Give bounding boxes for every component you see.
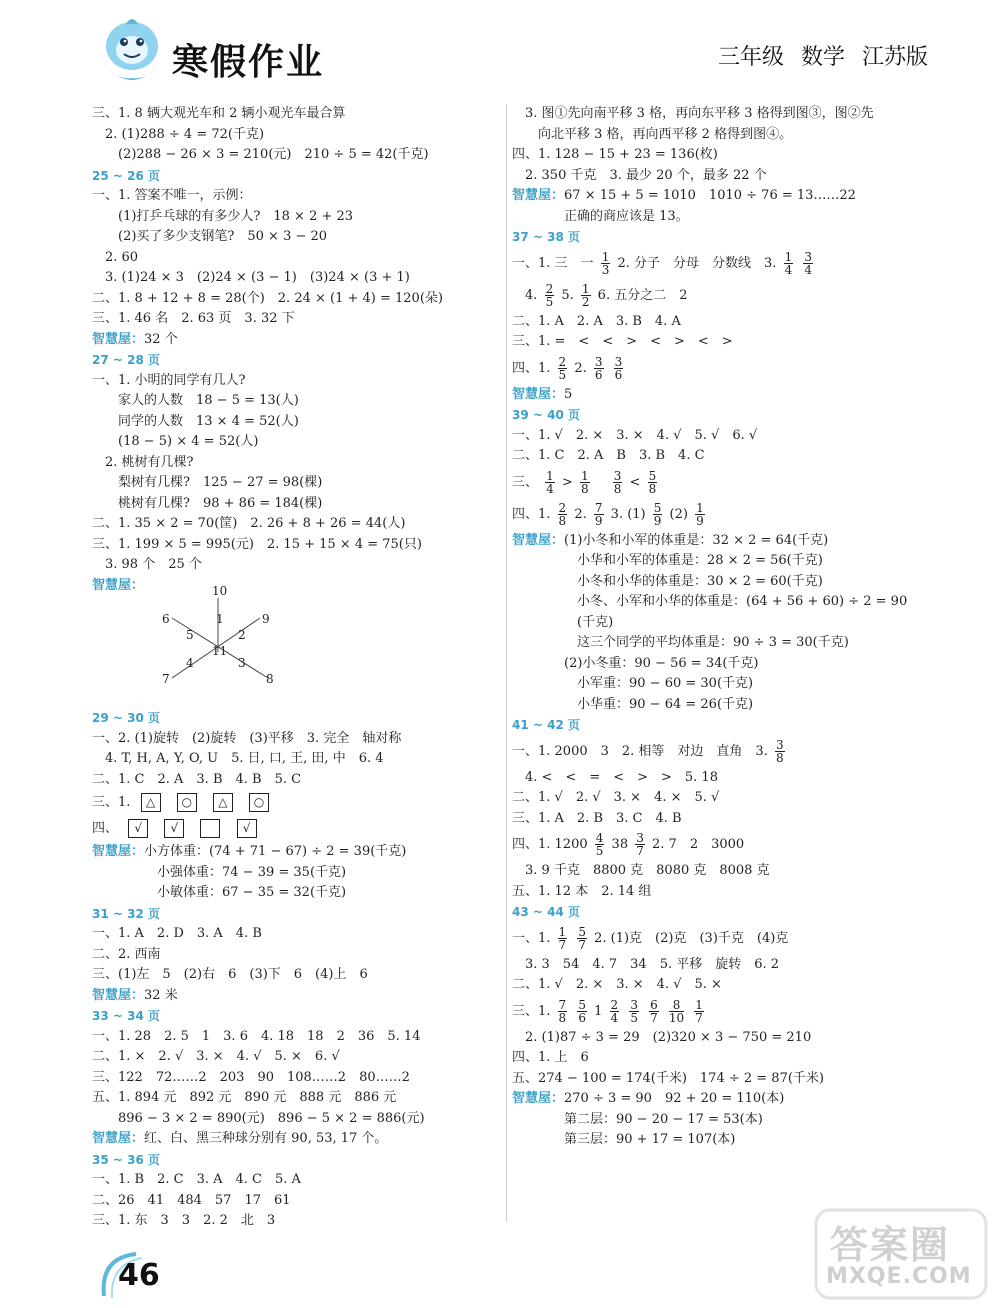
fraction-part: 5: [630, 1010, 638, 1025]
fraction-part: 7: [558, 997, 567, 1012]
fraction-part: 4: [546, 481, 554, 496]
page-range-label: 31 ~ 32 页: [92, 906, 160, 921]
star-number: 3: [238, 656, 246, 670]
answer-box: △: [141, 793, 161, 812]
fraction-part: 8: [558, 1010, 567, 1025]
answer-line: 小冬和小华的体重是：30 × 2 = 60(千克): [512, 573, 823, 589]
answer-line: 二、2. 西南: [92, 946, 161, 962]
text: 2. (1)克 (2)克 (3)千克 (4)克: [594, 930, 789, 946]
text: (2): [669, 506, 688, 522]
fraction-part: 4: [804, 262, 812, 277]
fraction-part: 3: [613, 468, 622, 483]
fraction-part: 9: [696, 513, 704, 528]
fraction-part: 3: [630, 997, 638, 1012]
text: 四、1. 1200: [512, 837, 588, 852]
answer-line: 2. 350 千克 3. 最少 20 个，最多 22 个: [512, 167, 767, 183]
fraction-part: 3: [614, 354, 623, 369]
text: 三、1.: [512, 1003, 551, 1019]
fraction-part: 6: [594, 367, 603, 382]
answer-line: 五、274 − 100 = 174(千米) 174 ÷ 2 = 87(千米): [512, 1070, 824, 1086]
wisdom-house-answer: [92, 1129, 502, 1150]
page-number: 46: [118, 1258, 160, 1293]
text: >: [561, 474, 573, 490]
fraction: [784, 251, 794, 276]
page-range-label: 25 ~ 26 页: [92, 168, 160, 183]
text: 2.: [574, 506, 587, 522]
fraction-part: 5: [578, 997, 586, 1012]
answer-text: 32 个: [144, 331, 178, 347]
fraction-part: 1: [601, 249, 610, 264]
fraction-part: 5: [595, 844, 604, 858]
fraction: [558, 999, 568, 1024]
edition-label: 江苏版: [862, 45, 929, 70]
wisdom-house-label: 智慧屋：: [512, 386, 565, 402]
fraction: [577, 926, 587, 951]
wisdom-house-answer: [512, 1089, 932, 1110]
answer-line: 二、26 41 484 57 17 61: [92, 1192, 291, 1208]
page-range-label: 41 ~ 42 页: [512, 718, 580, 732]
section-heading: [92, 1150, 502, 1171]
check-box: √: [164, 819, 184, 838]
fraction-part: 6: [578, 1010, 586, 1025]
fraction-row: [512, 280, 932, 312]
wisdom-house-answer: [512, 531, 932, 552]
fraction-row: [512, 499, 932, 531]
wisdom-house-label: 智慧屋：: [92, 987, 145, 1003]
text: 一、1.: [512, 930, 551, 946]
answer-line: 四、1. 上 6: [512, 1050, 589, 1065]
fraction-part: 9: [653, 513, 662, 528]
fraction-part: 4: [595, 831, 604, 845]
row-label: 三、: [92, 795, 119, 810]
fraction-part: 7: [558, 937, 567, 952]
text: 6. 五分之二 2: [597, 287, 688, 303]
fraction: [613, 470, 623, 495]
answer-line: 二、1. A 2. A 3. B 4. A: [512, 313, 681, 329]
answer-line: 2. (1)87 ÷ 3 = 29 (2)320 × 3 − 750 = 210: [512, 1029, 812, 1045]
page-range-label: 33 ~ 34 页: [92, 1009, 160, 1023]
fraction-part: 2: [610, 997, 619, 1012]
fraction-part: 3: [804, 249, 812, 264]
wisdom-house-label: 智慧屋：: [92, 577, 145, 593]
fraction-part: 8: [648, 481, 657, 496]
answer-line: 小军重：90 − 60 = 30(千克): [512, 676, 754, 691]
text: 三、: [512, 474, 539, 490]
answer-line: 小华和小军的体重是：28 × 2 = 56(千克): [512, 553, 823, 568]
wisdom-house-label: 智慧屋：: [512, 532, 565, 548]
wisdom-house-answer: [92, 986, 502, 1007]
fraction: [545, 283, 555, 308]
answer-block-right-a: [512, 104, 932, 248]
fraction-row: [512, 353, 932, 385]
fraction-part: 5: [653, 500, 662, 515]
star-number: 1: [216, 612, 224, 626]
wisdom-house-label: 智慧屋：: [512, 188, 565, 203]
fraction: [653, 502, 663, 527]
answer-box: ○: [249, 793, 269, 812]
answer-box: △: [213, 793, 233, 812]
fraction: [594, 356, 604, 381]
answer-text: 67 × 15 + 5 = 1010 1010 ÷ 76 = 13……22: [564, 188, 856, 203]
fraction: [648, 470, 658, 495]
answer-line: 一、1. 答案不唯一，示例：: [92, 188, 252, 203]
star-number: 9: [262, 612, 270, 626]
check-box: √: [128, 819, 148, 838]
page-range-label: 29 ~ 30 页: [92, 711, 160, 725]
shapes-answer-row: 三、1. △ ○ △ ○: [92, 790, 502, 816]
watermark-text: 答案圈: [830, 1223, 951, 1267]
answer-line: 五、1. 894 元 892 元 890 元 888 元 886 元: [92, 1090, 397, 1105]
fraction: [610, 999, 620, 1024]
fraction-part: 2: [558, 354, 567, 369]
wisdom-house-answer: [512, 186, 932, 207]
answer-line: 896 − 3 × 2 = 890(元) 896 − 5 × 2 = 886(元): [92, 1110, 425, 1126]
fraction: [669, 999, 684, 1024]
answer-line: 梨树有几棵? 125 − 27 = 98(棵): [92, 475, 323, 490]
fraction-row: [512, 996, 932, 1028]
fraction-part: 4: [784, 262, 793, 277]
answer-line: 一、1. 28 2. 5 1 3. 6 4. 18 18 2 36 5. 14: [92, 1028, 421, 1044]
answer-line: (千克): [512, 614, 614, 630]
row-label: 四、: [92, 821, 119, 836]
fraction: [558, 502, 568, 527]
answer-line: 这三个同学的平均体重是：90 ÷ 3 = 30(千克): [512, 635, 849, 650]
fraction-part: 3: [601, 262, 610, 277]
fraction-row: [512, 736, 932, 768]
fraction-part: 7: [695, 1010, 703, 1025]
answer-text: 红、白、黑三种球分别有 90, 53, 17 个。: [144, 1131, 388, 1146]
section-heading: [92, 166, 502, 187]
answer-line: 三、1. 46 名 2. 63 页 3. 32 下: [92, 311, 295, 326]
fraction: [595, 832, 605, 857]
answer-line: 第三层：90 + 17 = 107(本): [512, 1132, 736, 1147]
fraction-part: 7: [578, 937, 586, 952]
fraction-part: 7: [636, 844, 644, 858]
watermark-url: MXQE.COM: [826, 1264, 972, 1289]
answer-line: 桃树有几棵? 98 + 86 = 184(棵): [92, 495, 323, 511]
fraction: [558, 356, 568, 381]
page-header: [0, 0, 1000, 110]
answer-line: (2)小冬重：90 − 56 = 34(千克): [512, 655, 759, 671]
answer-line: (1)打乒乓球的有多少人? 18 × 2 + 23: [92, 208, 354, 224]
fraction-part: 1: [558, 924, 567, 939]
star-number: 10: [212, 584, 228, 598]
fraction-row: [512, 467, 932, 499]
fraction-part: 1: [784, 249, 793, 264]
text: 1: [594, 1003, 603, 1019]
fraction-part: 1: [696, 500, 704, 515]
fraction-part: 8: [558, 513, 567, 528]
answer-line: 3. (1)24 × 3 (2)24 × (3 − 1) (3)24 × (3 + 1): [92, 270, 410, 285]
text: 2. 7 2 3000: [652, 837, 745, 852]
answer-line: 3. 9 千克 8800 克 8080 克 8008 克: [512, 863, 770, 878]
fraction: [601, 251, 611, 276]
text: 2.: [574, 360, 587, 376]
text: 2. 分子 分母 分数线 3.: [617, 255, 777, 271]
answer-text: (1)小冬和小军的体重是：32 × 2 = 64(千克): [564, 532, 829, 548]
section-heading: [512, 715, 932, 736]
wisdom-house-label: 智慧屋：: [92, 331, 145, 347]
section-heading: [92, 350, 502, 371]
answer-text: 小方体重：(74 + 71 − 67) ÷ 2 = 39(千克): [144, 844, 407, 859]
fraction-part: 9: [594, 513, 603, 528]
answer-block-left-b: [92, 708, 502, 790]
wisdom-house-answer: [512, 385, 932, 406]
answer-line: 第二层：90 − 20 − 17 = 53(本): [512, 1111, 763, 1127]
fraction-part: 1: [580, 468, 589, 483]
fraction-part: 1: [546, 468, 554, 483]
page-range-label: 35 ~ 36 页: [92, 1152, 160, 1167]
fraction-part: 3: [594, 354, 603, 369]
fraction: [581, 283, 591, 308]
text: 四、1.: [512, 506, 551, 522]
answer-line: 五、1. 12 本 2. 14 组: [512, 883, 652, 899]
page-range-label: 43 ~ 44 页: [512, 905, 580, 919]
answer-line: (2)买了多少支钢笔? 50 × 3 − 20: [92, 229, 328, 244]
fraction: [558, 926, 568, 951]
fraction-part: 2: [581, 294, 590, 309]
wisdom-house-answer: [92, 842, 502, 863]
answer-line: (18 − 5) × 4 = 52(人): [92, 434, 259, 449]
answer-line: 2. 60: [92, 249, 139, 265]
section-heading: [512, 227, 932, 248]
header-title: 寒假作业: [172, 42, 325, 83]
answer-line: (2)288 − 26 × 3 = 210(元) 210 ÷ 5 = 42(千克): [92, 147, 429, 162]
fraction: [580, 470, 590, 495]
fraction: [577, 999, 587, 1024]
fraction-part: 8: [580, 481, 589, 496]
answer-line: 小敏体重：67 − 35 = 32(千克): [92, 885, 347, 900]
answer-line: 二、1. 8 + 12 + 8 = 28(个) 2. 24 × (1 + 4) = 120(朵): [92, 290, 443, 306]
fraction: [635, 832, 645, 857]
answer-line: 正确的商应该是 13。: [512, 208, 689, 224]
star-number: 7: [162, 672, 170, 686]
star-number: 11: [212, 644, 228, 658]
check-box: [200, 819, 220, 838]
wisdom-house-label: 智慧屋：: [92, 1131, 145, 1146]
answer-line: 2. 桃树有几棵?: [92, 454, 194, 470]
fraction-part: 8: [613, 481, 622, 496]
fraction-part: 8: [669, 999, 684, 1012]
dolphin-mascot-icon: [96, 14, 168, 90]
fraction-part: 6: [614, 367, 623, 382]
answer-line: 二、1. C 2. A B 3. B 4. C: [512, 448, 705, 463]
fraction-part: 8: [775, 750, 784, 765]
fraction: [803, 251, 813, 276]
grade-label: 三年级: [718, 45, 785, 70]
answer-line: 二、1. C 2. A 3. B 4. B 5. C: [92, 771, 302, 787]
fraction: [695, 502, 705, 527]
fraction-part: 5: [558, 367, 567, 382]
checks-answer-row: [92, 816, 502, 842]
section-heading: [92, 1006, 502, 1027]
answer-block-right-d: [512, 531, 932, 736]
answer-block-left-c: [92, 842, 502, 1232]
subject-label: 数学: [801, 45, 846, 70]
answer-line: 3. 98 个 25 个: [92, 557, 202, 572]
text: 3. (1): [610, 506, 646, 522]
star-number: 8: [266, 672, 274, 686]
answer-block-left-a: [92, 104, 502, 596]
fraction-part: 3: [636, 831, 644, 845]
fraction-part: 10: [668, 1010, 685, 1025]
right-column: [512, 104, 932, 1151]
answer-line: 一、1. 小明的同学有几人?: [92, 372, 246, 388]
number-star-diagram: [150, 584, 274, 686]
page-range-label: 39 ~ 40 页: [512, 408, 580, 422]
answer-line: 小强体重：74 − 39 = 35(千克): [92, 864, 347, 880]
fraction-part: 1: [581, 281, 590, 296]
fraction-row: [512, 923, 932, 955]
wisdom-house-label: 智慧屋：: [512, 1091, 565, 1106]
star-number: 2: [238, 628, 246, 642]
answer-block-right-g: [512, 955, 932, 996]
check-box: √: [237, 819, 257, 838]
answer-block-right-f: [512, 861, 932, 923]
answer-block-right-h: [512, 1028, 932, 1151]
fraction-part: 7: [650, 1010, 658, 1025]
answer-line: 2. (1)288 ÷ 4 = 72(千克): [92, 126, 265, 142]
text: 4.: [525, 287, 538, 303]
text: 一、1. 2000 3 2. 相等 对边 直角 3.: [512, 743, 768, 759]
answer-line: 二、1. √ 2. √ 3. × 4. × 5. √: [512, 790, 720, 805]
answer-line: 小冬、小军和小华的体重是：(64 + 56 + 60) ÷ 2 = 90: [512, 594, 908, 609]
section-heading: [92, 904, 502, 925]
text: 5.: [561, 287, 574, 303]
answer-line: 三、1. 199 × 5 = 995(元) 2. 15 + 15 × 4 = 75(只): [92, 536, 422, 552]
answer-line: 三、1. 东 3 3 2. 2 北 3: [92, 1213, 276, 1228]
fraction: [614, 356, 624, 381]
page-range-label: 37 ~ 38 页: [512, 230, 580, 244]
answer-line: 小华重：90 − 64 = 26(千克): [512, 696, 754, 712]
fraction-part: 2: [558, 500, 567, 515]
text: 一、1. 三 一: [512, 255, 594, 271]
answer-line: 3. 3 54 4. 7 34 5. 平移 旋转 6. 2: [512, 956, 780, 972]
fraction: [629, 999, 639, 1024]
fraction-part: 5: [648, 468, 657, 483]
answer-block-right-e: [512, 768, 932, 830]
fraction: [649, 999, 659, 1024]
answer-line: 二、1. × 2. √ 3. × 4. √ 5. × 6. √: [92, 1049, 340, 1064]
answer-text: 270 ÷ 3 = 90 92 + 20 = 110(本): [564, 1091, 785, 1106]
star-number: 6: [162, 612, 170, 626]
answer-text: 5: [564, 386, 573, 402]
fraction-part: 3: [775, 737, 784, 752]
answer-line: 二、1. 35 × 2 = 70(筐) 2. 26 + 8 + 26 = 44(人): [92, 516, 406, 531]
section-heading: [512, 902, 932, 923]
page-range-label: 27 ~ 28 页: [92, 353, 160, 367]
text: 38: [611, 837, 629, 852]
fraction-row: [512, 829, 932, 861]
fraction-part: 6: [650, 997, 658, 1012]
wisdom-house-label: 智慧屋：: [92, 844, 145, 859]
fraction: [545, 470, 555, 495]
answer-line: 三、1. = < < > < > < >: [512, 334, 733, 349]
answer-line: 向北平移 3 格，再向西平移 2 格得到图④。: [512, 126, 793, 142]
answer-line: 三、122 72……2 203 90 108……2 80……2: [92, 1069, 410, 1085]
fraction: [694, 999, 704, 1024]
answer-line: 3. 图①先向南平移 3 格，再向东平移 3 格得到图③，图②先: [512, 106, 874, 121]
answer-block-right-b: [512, 312, 932, 353]
star-number: 4: [186, 656, 194, 670]
fraction-row: [512, 248, 932, 280]
fraction-part: 5: [578, 924, 586, 939]
text: 四、1.: [512, 360, 551, 376]
section-heading: [512, 405, 932, 426]
answer-line: 三、1. 8 辆大观光车和 2 辆小观光车最合算: [92, 106, 346, 121]
fraction: [775, 739, 785, 764]
fraction-part: 4: [610, 1010, 619, 1025]
answer-line: 三、1. A 2. B 3. C 4. B: [512, 810, 682, 826]
answer-line: 同学的人数 13 × 4 = 52(人): [92, 413, 299, 429]
section-heading: [92, 708, 502, 729]
text: <: [629, 474, 641, 490]
answer-line: 一、2. (1)旋转 (2)旋转 (3)平移 3. 完全 轴对称: [92, 730, 402, 746]
fraction-part: 7: [594, 500, 603, 515]
wisdom-house-answer: [92, 330, 502, 351]
fraction-part: 1: [695, 997, 703, 1012]
fraction-part: 5: [545, 294, 554, 309]
answer-line: 四、1. 128 − 15 + 23 = 136(枚): [512, 147, 718, 162]
answer-line: 一、1. √ 2. × 3. × 4. √ 5. √ 6. √: [512, 427, 758, 443]
answer-block-right-c: [512, 385, 932, 467]
fraction: [594, 502, 604, 527]
answer-box: ○: [177, 793, 197, 812]
answer-line: 二、1. √ 2. × 3. × 4. √ 5. ×: [512, 977, 722, 992]
answer-line: 一、1. B 2. C 3. A 4. C 5. A: [92, 1172, 301, 1187]
header-meta: [718, 40, 938, 71]
answer-line: 一、1. A 2. D 3. A 4. B: [92, 926, 262, 941]
answer-line: 三、(1)左 5 (2)右 6 (3)下 6 (4)上 6: [92, 967, 368, 982]
star-number: 5: [186, 628, 194, 642]
answer-line: 4. T, H, A, Y, O, U 5. 日, 口, 王, 田, 中 6. 4: [92, 751, 384, 766]
answer-line: 4. < < = < > > 5. 18: [512, 769, 718, 785]
column-divider: [506, 104, 507, 1222]
answer-text: 32 米: [144, 987, 178, 1003]
fraction-part: 2: [545, 281, 554, 296]
answer-line: 家人的人数 18 − 5 = 13(人): [92, 393, 299, 408]
